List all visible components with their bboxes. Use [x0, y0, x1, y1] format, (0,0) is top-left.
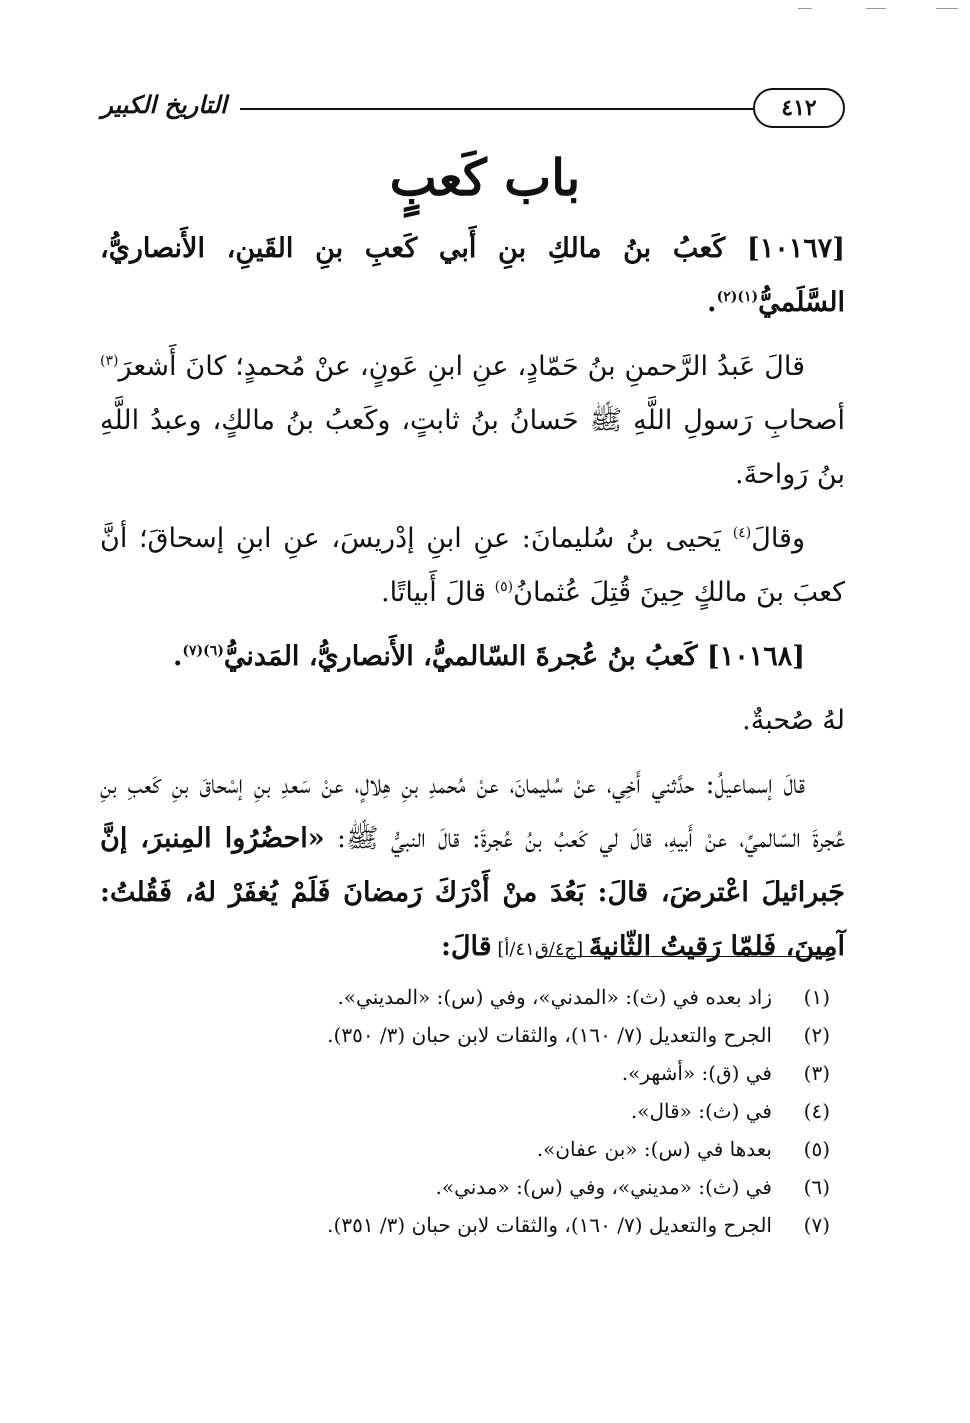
footnote: [140, 1054, 830, 1092]
paragraph: قالَ عَبدُ الرَّحمنِ بنُ حَمّادٍ، عنِ ابنِ عَونٍ، عنْ مُحمدٍ؛ كانَ أَشعرَ$^{(٣)}$ أصحابِ رَسولِ اللَّهِ ﷺ حَسانُ بنُ ثابتٍ، وكَعبُ بنُ مالكٍ، وعبدُ اللَّهِ بنُ رَواحةَ.: [100, 351, 845, 490]
paragraph: وقالَ$^{(٤)}$ يَحيى بنُ سُليمانَ: عنِ ابنِ إدْريسَ، عنِ ابنِ إسحاقَ؛ أنَّ كعبَ بنَ مالكٍ حِينَ قُتِلَ عُثمانُ$^{(٥)}$ قالَ أَبياتًا.: [100, 523, 845, 608]
footnote: [140, 1130, 830, 1168]
header-rule: [240, 108, 753, 110]
footnote-number: (١): [803, 985, 830, 1009]
footnote-marker: (٦)(٧): [182, 643, 224, 659]
top-edge-mark: [798, 8, 812, 11]
footnote-number: (٧): [803, 1213, 830, 1237]
footnote-number: (٤): [803, 1099, 830, 1123]
footnote: [140, 1016, 830, 1054]
footnote-text: الجرح والتعديل (٧/ ١٦٠)، والثقات لابن حبان (٣/ ٣٥١).: [327, 1213, 772, 1237]
chapter-title: باب كَعبٍ: [389, 148, 581, 207]
footnote-number: (٣): [803, 1061, 830, 1085]
footnote-number: (٢): [803, 1023, 830, 1047]
footnote-text: بعدها في (س): «بن عفان».: [536, 1137, 772, 1161]
footnote-text: الجرح والتعديل (٧/ ١٦٠)، والثقات لابن حبان (٣/ ٣٥٠).: [327, 1023, 772, 1047]
footnote-text: في (ث): «مديني»، وفي (س): «مدني».: [435, 1175, 772, 1199]
footnotes: [140, 978, 830, 1244]
footnote-text: في (ث): «قال».: [630, 1099, 772, 1123]
paragraph: قالَ إسماعيلُ: حدَّثني أَخِي، عنْ سُليمانَ، عنْ مُحمدِ بنِ هِلالٍ، عنْ سَعدِ بنِ إسْحاقَ بنِ كَعبِ بنِ عُجرةَ السّالميِّ، عنْ أَبيهِ، قالَ لي كَعبُ بنُ عُجرةَ: قالَ النبيُّ ﷺ: «احضُرُوا المِنبرَ، إنَّ جَبرائيلَ اعْترضَ، قالَ: بَعُدَ منْ أَدْرَكَ رَمضانَ فَلَمْ يُغفَرْ لهُ، فَقُلتُ: آمِينَ، فَلمّا رَقيتُ الثّانيةَ [ج٤/ق٤١/أ] قالَ:: [100, 769, 846, 962]
footnote-number: (٦): [803, 1175, 830, 1199]
footnote-text: زاد بعده في (ث): «المدني»، وفي (س): «المديني».: [337, 985, 772, 1009]
footnote-rule: [538, 956, 830, 957]
manuscript-reference: [ج٤/ق٤١/أ]: [491, 939, 589, 960]
footnote-marker: (١)(٢): [716, 289, 759, 305]
entry-heading: [١٠١٦٨] كَعبُ بنُ عُجرةَ السّالميُّ، الأَنصاريُّ، المَدنيُّ$^{(٦)(٧)}$.: [172, 641, 805, 672]
footnote: [140, 1092, 830, 1130]
page-header: [90, 86, 845, 130]
top-edge-mark: [866, 8, 886, 11]
top-edge-mark: [936, 8, 958, 11]
footnote: [140, 978, 830, 1016]
hadith-quote: «احضُرُوا المِنبرَ، إنَّ جَبرائيلَ اعْترضَ، قالَ: بَعُدَ منْ أَدْرَكَ رَمضانَ فَلَمْ يُغفَرْ لهُ، فَقُلتُ: آمِينَ، فَلمّا رَقيتُ الثّانيةَ: [100, 823, 845, 962]
page-number: ٤١٢: [753, 88, 845, 128]
footnote-text: في (ق): «أشهر».: [621, 1061, 772, 1085]
body-text: [100, 222, 845, 987]
book-title: التاريخ الكبير: [101, 90, 227, 119]
footnote-marker: (٥): [494, 579, 514, 595]
footnote: [140, 1206, 830, 1244]
footnote-marker: (٣): [100, 353, 119, 369]
footnote: [140, 1168, 830, 1206]
footnote-number: (٥): [803, 1137, 830, 1161]
entry-heading: [١٠١٦٧] كَعبُ بنُ مالكِ بنِ أَبي كَعبِ بنِ القَينِ، الأَنصاريُّ، السَّلَميُّ$^{(١)(٢)}$.: [100, 233, 845, 318]
paragraph: لهُ صُحبةٌ.: [742, 705, 845, 736]
footnote-marker: (٤): [732, 525, 752, 541]
